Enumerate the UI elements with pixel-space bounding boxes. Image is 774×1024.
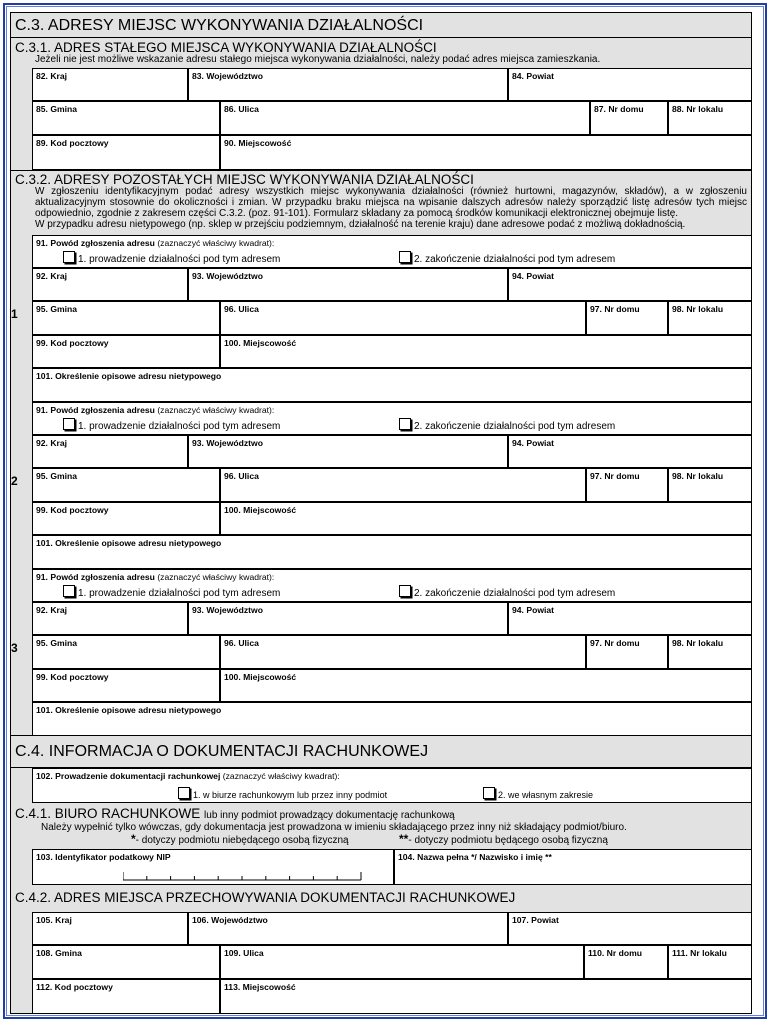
option-102-1[interactable]: 1. w biurze rachunkowym lub przez inny podmiot bbox=[178, 787, 387, 800]
option-91-1[interactable]: 1. prowadzenie działalności pod tym adresem bbox=[63, 585, 280, 599]
section-c3-header bbox=[10, 12, 752, 38]
field-91-label: 91. Powód zgłoszenia adresu (zaznaczyć właściwy kwadrat): bbox=[36, 238, 275, 248]
field-92-kraj[interactable]: 92. Kraj bbox=[32, 268, 188, 301]
field-97-nr-domu[interactable]: 97. Nr domu bbox=[586, 468, 668, 502]
field-94-powiat[interactable]: 94. Powiat bbox=[508, 268, 752, 301]
field-100-miejscowosc[interactable]: 100. Miejscowość bbox=[220, 335, 752, 368]
field-99-kod-pocztowy[interactable]: 99. Kod pocztowy bbox=[32, 502, 220, 535]
checkbox-icon[interactable] bbox=[178, 787, 190, 799]
field-85-gmina[interactable]: 85. Gmina bbox=[32, 101, 220, 135]
option-91-1[interactable]: 1. prowadzenie działalności pod tym adresem bbox=[63, 251, 280, 265]
checkbox-icon[interactable] bbox=[399, 251, 411, 263]
option-91-2[interactable]: 2. zakończenie działalności pod tym adresem bbox=[399, 585, 615, 599]
field-90-miejscowosc[interactable]: 90. Miejscowość bbox=[220, 135, 752, 170]
field-104-nazwa[interactable]: 104. Nazwa pełna */ Nazwisko i imię ** bbox=[394, 849, 752, 885]
section-c41-note: Należy wypełnić tylko wówczas, gdy dokumentacja jest prowadzona w imieniu składającego przez inny niż składający podmiot/biuro. bbox=[41, 822, 627, 833]
field-99-kod-pocztowy[interactable]: 99. Kod pocztowy bbox=[32, 335, 220, 368]
section-c32-note: W zgłoszeniu identyfikacyjnym podać adresy wszystkich miejsc wykonywania działalności (również hurtowni, magazynów, składów), a w zgłoszeniu aktualizacyjnym stosownie do okoliczności i zmian. W przypadku braku miejsca na wpisanie dalszych adresów należy sporządzić listę adresów tych miejsc odpowiednio, zgodnie z zakresem części C.3.2. (poz. 91-101). Formularz składany za pomocą środków komunikacji elektronicznej obejmuje listę. W przypadku adresu nietypowego (np. sklep w przejściu podziemnym, działalność na terenie kraju) dane adresowe podać z możliwą dokładnością. bbox=[35, 186, 747, 230]
field-91-label: 91. Powód zgłoszenia adresu (zaznaczyć właściwy kwadrat): bbox=[36, 405, 275, 415]
field-99-kod-pocztowy[interactable]: 99. Kod pocztowy bbox=[32, 669, 220, 702]
field-108-gmina[interactable]: 108. Gmina bbox=[32, 945, 220, 979]
field-102-dokumentacja bbox=[32, 768, 752, 803]
field-97-nr-domu[interactable]: 97. Nr domu bbox=[586, 635, 668, 669]
section-c41-title: C.4.1. BIURO RACHUNKOWE lub inny podmiot prowadzący dokumentację rachunkową bbox=[15, 806, 455, 821]
section-c31-margin bbox=[10, 68, 32, 170]
option-91-2[interactable]: 2. zakończenie działalności pod tym adresem bbox=[399, 418, 615, 432]
field-100-miejscowosc[interactable]: 100. Miejscowość bbox=[220, 502, 752, 535]
field-82-kraj[interactable]: 82. Kraj bbox=[32, 68, 188, 101]
field-98-nr-lokalu[interactable]: 98. Nr lokalu bbox=[668, 468, 752, 502]
checkbox-icon[interactable] bbox=[63, 418, 75, 430]
address-block-margin bbox=[10, 402, 32, 569]
section-c4-header bbox=[10, 735, 752, 768]
checkbox-icon[interactable] bbox=[63, 251, 75, 263]
field-113-miejscowosc[interactable]: 113. Miejscowość bbox=[220, 979, 752, 1014]
field-93-wojewodztwo[interactable]: 93. Województwo bbox=[188, 268, 508, 301]
field-103-nip[interactable]: 103. Identyfikator podatkowy NIP bbox=[32, 849, 394, 885]
field-98-nr-lokalu[interactable]: 98. Nr lokalu bbox=[668, 301, 752, 335]
field-89-kod-pocztowy[interactable]: 89. Kod pocztowy bbox=[32, 135, 220, 170]
section-c42-title: C.4.2. ADRES MIEJSCA PRZECHOWYWANIA DOKUMENTACJI RACHUNKOWEJ bbox=[15, 890, 516, 905]
field-109-ulica[interactable]: 109. Ulica bbox=[220, 945, 584, 979]
field-92-kraj[interactable]: 92. Kraj bbox=[32, 435, 188, 468]
field-100-miejscowosc[interactable]: 100. Miejscowość bbox=[220, 669, 752, 702]
section-c31-title: C.3.1. ADRES STAŁEGO MIEJSCA WYKONYWANIA DZIAŁALNOŚCI bbox=[15, 40, 437, 55]
section-c41-margin bbox=[10, 849, 32, 885]
field-93-wojewodztwo[interactable]: 93. Województwo bbox=[188, 602, 508, 635]
field-96-ulica[interactable]: 96. Ulica bbox=[220, 301, 586, 335]
field-101-opis-adresu[interactable]: 101. Określenie opisowe adresu nietypowego bbox=[32, 535, 752, 569]
field-97-nr-domu[interactable]: 97. Nr domu bbox=[586, 301, 668, 335]
option-102-2[interactable]: 2. we własnym zakresie bbox=[483, 787, 593, 800]
address-block-number: 3 bbox=[11, 641, 18, 655]
address-block-margin bbox=[10, 569, 32, 736]
field-94-powiat[interactable]: 94. Powiat bbox=[508, 435, 752, 468]
field-107-powiat[interactable]: 107. Powiat bbox=[508, 912, 752, 945]
field-110-nr-domu[interactable]: 110. Nr domu bbox=[584, 945, 668, 979]
field-95-gmina[interactable]: 95. Gmina bbox=[32, 301, 220, 335]
field-111-nr-lokalu[interactable]: 111. Nr lokalu bbox=[668, 945, 752, 979]
checkbox-icon[interactable] bbox=[63, 585, 75, 597]
field-94-powiat[interactable]: 94. Powiat bbox=[508, 602, 752, 635]
checkbox-icon[interactable] bbox=[399, 418, 411, 430]
field-92-kraj[interactable]: 92. Kraj bbox=[32, 602, 188, 635]
field-95-gmina[interactable]: 95. Gmina bbox=[32, 635, 220, 669]
section-c42-margin bbox=[10, 912, 32, 1014]
footnote-star1: *- dotyczy podmiotu niebędącego osobą fizyczną bbox=[131, 832, 349, 846]
address-block-number: 2 bbox=[11, 474, 18, 488]
field-96-ulica[interactable]: 96. Ulica bbox=[220, 635, 586, 669]
address-block-margin bbox=[10, 235, 32, 402]
field-105-kraj[interactable]: 105. Kraj bbox=[32, 912, 188, 945]
field-86-ulica[interactable]: 86. Ulica bbox=[220, 101, 590, 135]
field-91-powod bbox=[32, 569, 752, 602]
field-91-powod bbox=[32, 235, 752, 268]
section-c32-title: C.3.2. ADRESY POZOSTAŁYCH MIEJSC WYKONYWANIA DZIAŁALNOŚCI bbox=[15, 172, 474, 187]
field-95-gmina[interactable]: 95. Gmina bbox=[32, 468, 220, 502]
field-101-opis-adresu[interactable]: 101. Określenie opisowe adresu nietypowego bbox=[32, 702, 752, 736]
section-c4-margin bbox=[10, 768, 32, 803]
footnote-star2: **- dotyczy podmiotu będącego osobą fizyczną bbox=[399, 832, 608, 846]
checkbox-icon[interactable] bbox=[399, 585, 411, 597]
field-102-label: 102. Prowadzenie dokumentacji rachunkowej (zaznaczyć właściwy kwadrat): bbox=[36, 771, 340, 781]
address-block-number: 1 bbox=[11, 307, 18, 321]
field-91-label: 91. Powód zgłoszenia adresu (zaznaczyć właściwy kwadrat): bbox=[36, 572, 275, 582]
field-83-wojewodztwo[interactable]: 83. Województwo bbox=[188, 68, 508, 101]
section-c32-header bbox=[10, 170, 752, 235]
nip-digit-boxes bbox=[123, 872, 363, 882]
section-c42-header bbox=[10, 885, 752, 912]
option-91-1[interactable]: 1. prowadzenie działalności pod tym adresem bbox=[63, 418, 280, 432]
checkbox-icon[interactable] bbox=[483, 787, 495, 799]
field-101-opis-adresu[interactable]: 101. Określenie opisowe adresu nietypowego bbox=[32, 368, 752, 402]
section-c31-header bbox=[10, 38, 752, 68]
field-98-nr-lokalu[interactable]: 98. Nr lokalu bbox=[668, 635, 752, 669]
field-96-ulica[interactable]: 96. Ulica bbox=[220, 468, 586, 502]
field-106-wojewodztwo[interactable]: 106. Województwo bbox=[188, 912, 508, 945]
section-c4-title: C.4. INFORMACJA O DOKUMENTACJI RACHUNKOWEJ bbox=[15, 743, 429, 760]
option-91-2[interactable]: 2. zakończenie działalności pod tym adresem bbox=[399, 251, 615, 265]
section-c3-title: C.3. ADRESY MIEJSC WYKONYWANIA DZIAŁALNOŚCI bbox=[15, 17, 424, 34]
field-87-nr-domu[interactable]: 87. Nr domu bbox=[590, 101, 668, 135]
section-c31-note: Jeżeli nie jest możliwe wskazanie adresu stałego miejsca wykonywania działalności, należy podać adres miejsca zamieszkania. bbox=[35, 54, 601, 65]
field-84-powiat[interactable]: 84. Powiat bbox=[508, 68, 752, 101]
section-c41-header bbox=[10, 803, 752, 849]
field-91-powod bbox=[32, 402, 752, 435]
field-93-wojewodztwo[interactable]: 93. Województwo bbox=[188, 435, 508, 468]
field-112-kod-pocztowy[interactable]: 112. Kod pocztowy bbox=[32, 979, 220, 1014]
field-88-nr-lokalu[interactable]: 88. Nr lokalu bbox=[668, 101, 752, 135]
